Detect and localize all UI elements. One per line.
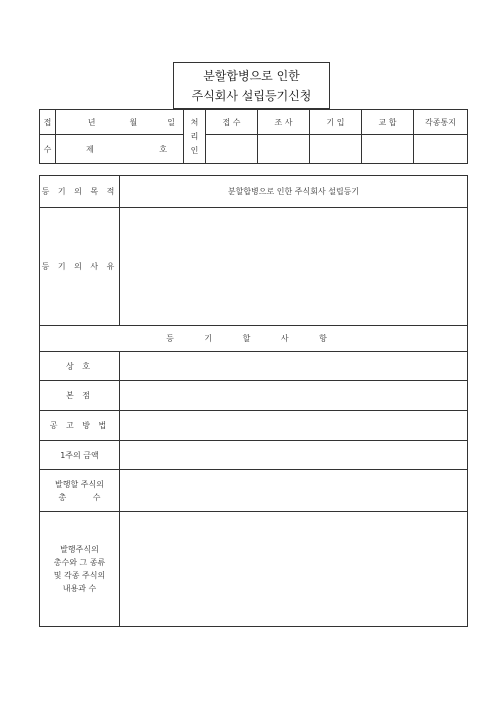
- document-title: [173, 62, 330, 109]
- col-receipt: 접 수: [206, 110, 258, 135]
- public-notice-method-value[interactable]: [120, 411, 468, 441]
- stamp-inspection[interactable]: [258, 135, 310, 164]
- stamp-receipt[interactable]: [206, 135, 258, 164]
- receipt-date-cell[interactable]: [56, 110, 184, 135]
- col-inspection: 조 사: [258, 110, 310, 135]
- date-day-label: 일: [167, 117, 175, 127]
- application-form-table: [39, 175, 468, 627]
- trade-name-label: 상 호: [40, 352, 120, 381]
- total-shares-label: [40, 470, 120, 512]
- receipt-label-top: 접: [40, 110, 56, 135]
- number-ho-label: 호: [159, 144, 167, 154]
- col-notification: 각종통지: [414, 110, 468, 135]
- issued-shares-label-line-1: 발행주식의: [60, 545, 99, 554]
- reason-value[interactable]: [120, 208, 468, 326]
- share-amount-label: 1주의 금액: [40, 441, 120, 470]
- receipt-table: [39, 109, 468, 164]
- purpose-label: 등 기 의 목 적: [40, 176, 120, 208]
- processing-char-3: 인: [190, 145, 199, 155]
- issued-shares-label: [40, 512, 120, 627]
- reason-label: 등 기 의 사 유: [40, 208, 120, 326]
- issued-shares-label-line-2: 총수와 그 종류: [53, 558, 106, 567]
- public-notice-method-label: 공 고 방 법: [40, 411, 120, 441]
- stamp-verification[interactable]: [362, 135, 414, 164]
- share-amount-value[interactable]: [120, 441, 468, 470]
- receipt-number-cell[interactable]: [56, 135, 184, 164]
- purpose-value[interactable]: 분할합병으로 인한 주식회사 설립등기: [120, 176, 468, 208]
- total-shares-label-line-1: 발행할 주식의: [55, 479, 104, 489]
- number-je-label: 제: [86, 144, 94, 154]
- processing-label-cell: [184, 110, 206, 164]
- date-year-label: 년: [87, 117, 96, 127]
- head-office-label: 본 점: [40, 381, 120, 411]
- stamp-notification[interactable]: [414, 135, 468, 164]
- title-line-1: 분할합병으로 인한: [203, 68, 300, 83]
- col-verification: 교 합: [362, 110, 414, 135]
- date-month-label: 월: [129, 117, 138, 127]
- issued-shares-value[interactable]: [120, 512, 468, 627]
- stamp-entry[interactable]: [310, 135, 362, 164]
- receipt-label-bottom: 수: [40, 135, 56, 164]
- col-entry: 기 입: [310, 110, 362, 135]
- total-shares-label-line-2: 총 수: [58, 492, 101, 502]
- title-line-2: 주식회사 설립등기신청: [191, 88, 312, 103]
- trade-name-value[interactable]: [120, 352, 468, 381]
- processing-char-1: 처: [190, 117, 199, 127]
- total-shares-value[interactable]: [120, 470, 468, 512]
- processing-char-2: 리: [190, 131, 199, 141]
- head-office-value[interactable]: [120, 381, 468, 411]
- issued-shares-label-line-3: 및 각종 주식의: [53, 571, 106, 580]
- issued-shares-label-line-4: 내용과 수: [62, 584, 97, 593]
- section-header: 등 기 할 사 항: [40, 326, 468, 352]
